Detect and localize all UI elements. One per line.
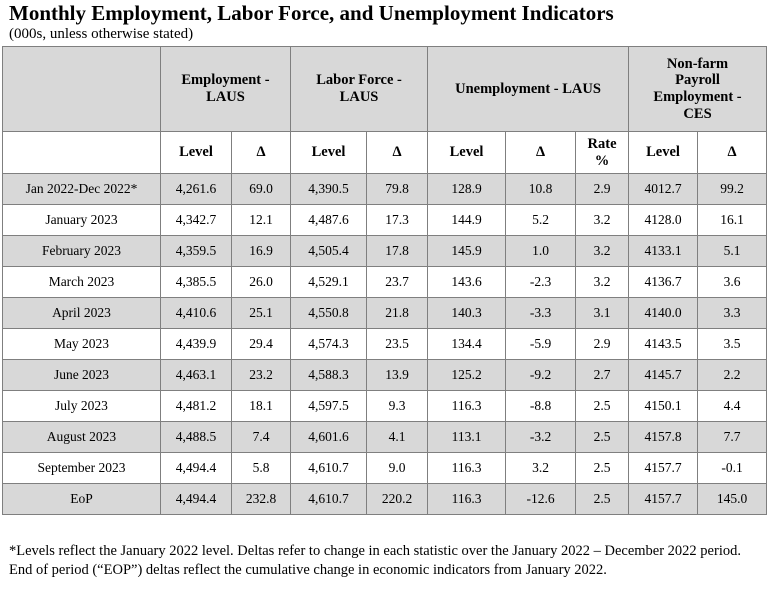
unemp-delta-cell: -12.6	[506, 484, 576, 515]
emp-level-cell: 4,261.6	[161, 174, 232, 205]
lf-level-cell: 4,610.7	[291, 484, 367, 515]
row-label: May 2023	[3, 329, 161, 360]
sub-header-blank	[3, 132, 161, 174]
lf-delta-cell: 4.1	[367, 422, 428, 453]
nf-delta-cell: 4.4	[698, 391, 767, 422]
rate-cell: 2.5	[576, 453, 629, 484]
emp-delta-cell: 7.4	[232, 422, 291, 453]
unemp-level-cell: 140.3	[428, 298, 506, 329]
unemp-delta-cell: -3.2	[506, 422, 576, 453]
row-label: January 2023	[3, 205, 161, 236]
rate-cell: 3.2	[576, 205, 629, 236]
emp-delta-cell: 16.9	[232, 236, 291, 267]
unemp-level-cell: 128.9	[428, 174, 506, 205]
emp-delta-cell: 232.8	[232, 484, 291, 515]
lf-delta-cell: 23.5	[367, 329, 428, 360]
sub-header-nf-delta: Δ	[698, 132, 767, 174]
group-header-employment: Employment - LAUS	[161, 47, 291, 132]
unemp-level-cell: 144.9	[428, 205, 506, 236]
emp-level-cell: 4,385.5	[161, 267, 232, 298]
table-row	[3, 329, 767, 360]
unemp-level-cell: 145.9	[428, 236, 506, 267]
nf-delta-cell: 3.3	[698, 298, 767, 329]
sub-header-emp-delta: Δ	[232, 132, 291, 174]
sub-header-unemp-level: Level	[428, 132, 506, 174]
sub-header-rate: Rate %	[576, 132, 629, 174]
rate-cell: 2.5	[576, 422, 629, 453]
rate-cell: 3.1	[576, 298, 629, 329]
sub-header-nf-level: Level	[629, 132, 698, 174]
table-row	[3, 360, 767, 391]
emp-delta-cell: 69.0	[232, 174, 291, 205]
lf-delta-cell: 13.9	[367, 360, 428, 391]
lf-delta-cell: 79.8	[367, 174, 428, 205]
row-label: March 2023	[3, 267, 161, 298]
page-title: Monthly Employment, Labor Force, and Unemployment Indicators	[9, 1, 614, 25]
row-label: July 2023	[3, 391, 161, 422]
emp-level-cell: 4,488.5	[161, 422, 232, 453]
unemp-delta-cell: 10.8	[506, 174, 576, 205]
unemp-delta-cell: -8.8	[506, 391, 576, 422]
lf-level-cell: 4,487.6	[291, 205, 367, 236]
nf-level-cell: 4157.8	[629, 422, 698, 453]
rate-cell: 3.2	[576, 267, 629, 298]
unemp-level-cell: 134.4	[428, 329, 506, 360]
unemp-delta-cell: -9.2	[506, 360, 576, 391]
sub-header-emp-level: Level	[161, 132, 232, 174]
emp-level-cell: 4,481.2	[161, 391, 232, 422]
nf-delta-cell: 3.6	[698, 267, 767, 298]
rate-cell: 2.9	[576, 329, 629, 360]
row-label: August 2023	[3, 422, 161, 453]
sub-header-unemp-delta: Δ	[506, 132, 576, 174]
unemp-level-cell: 113.1	[428, 422, 506, 453]
emp-level-cell: 4,463.1	[161, 360, 232, 391]
sub-header-row	[3, 132, 767, 174]
table-row	[3, 391, 767, 422]
table-body	[3, 174, 767, 515]
lf-delta-cell: 9.3	[367, 391, 428, 422]
emp-delta-cell: 12.1	[232, 205, 291, 236]
rate-cell: 2.9	[576, 174, 629, 205]
rate-cell: 2.5	[576, 391, 629, 422]
emp-level-cell: 4,494.4	[161, 484, 232, 515]
unemp-delta-cell: 3.2	[506, 453, 576, 484]
row-label: September 2023	[3, 453, 161, 484]
emp-delta-cell: 26.0	[232, 267, 291, 298]
emp-delta-cell: 18.1	[232, 391, 291, 422]
nf-level-cell: 4133.1	[629, 236, 698, 267]
lf-delta-cell: 21.8	[367, 298, 428, 329]
nf-delta-cell: -0.1	[698, 453, 767, 484]
row-label: April 2023	[3, 298, 161, 329]
unemp-level-cell: 116.3	[428, 484, 506, 515]
row-label: EoP	[3, 484, 161, 515]
nf-level-cell: 4128.0	[629, 205, 698, 236]
unemp-level-cell: 116.3	[428, 391, 506, 422]
lf-delta-cell: 9.0	[367, 453, 428, 484]
lf-delta-cell: 23.7	[367, 267, 428, 298]
emp-delta-cell: 29.4	[232, 329, 291, 360]
table-row	[3, 236, 767, 267]
unemp-delta-cell: 5.2	[506, 205, 576, 236]
unemp-delta-cell: -3.3	[506, 298, 576, 329]
emp-level-cell: 4,439.9	[161, 329, 232, 360]
nf-level-cell: 4157.7	[629, 484, 698, 515]
row-label: June 2023	[3, 360, 161, 391]
nf-delta-cell: 2.2	[698, 360, 767, 391]
lf-level-cell: 4,601.6	[291, 422, 367, 453]
lf-level-cell: 4,390.5	[291, 174, 367, 205]
table-row	[3, 267, 767, 298]
nf-delta-cell: 7.7	[698, 422, 767, 453]
unemp-delta-cell: -5.9	[506, 329, 576, 360]
group-header-unemployment: Unemployment - LAUS	[428, 47, 629, 132]
lf-level-cell: 4,574.3	[291, 329, 367, 360]
table-row	[3, 453, 767, 484]
table-row	[3, 484, 767, 515]
nf-delta-cell: 16.1	[698, 205, 767, 236]
group-header-row	[3, 47, 767, 132]
corner-cell	[3, 47, 161, 132]
lf-level-cell: 4,529.1	[291, 267, 367, 298]
lf-level-cell: 4,550.8	[291, 298, 367, 329]
group-header-nonfarm: Non-farm Payroll Employment - CES	[629, 47, 767, 132]
unemp-delta-cell: -2.3	[506, 267, 576, 298]
rate-cell: 3.2	[576, 236, 629, 267]
unemp-level-cell: 116.3	[428, 453, 506, 484]
emp-delta-cell: 23.2	[232, 360, 291, 391]
nf-level-cell: 4150.1	[629, 391, 698, 422]
nf-level-cell: 4157.7	[629, 453, 698, 484]
lf-delta-cell: 17.3	[367, 205, 428, 236]
table-row	[3, 422, 767, 453]
lf-level-cell: 4,610.7	[291, 453, 367, 484]
emp-delta-cell: 5.8	[232, 453, 291, 484]
emp-delta-cell: 25.1	[232, 298, 291, 329]
table-row	[3, 174, 767, 205]
sub-header-lf-delta: Δ	[367, 132, 428, 174]
lf-level-cell: 4,597.5	[291, 391, 367, 422]
emp-level-cell: 4,342.7	[161, 205, 232, 236]
lf-level-cell: 4,505.4	[291, 236, 367, 267]
nf-level-cell: 4136.7	[629, 267, 698, 298]
lf-level-cell: 4,588.3	[291, 360, 367, 391]
rate-cell: 2.5	[576, 484, 629, 515]
group-header-labor-force: Labor Force - LAUS	[291, 47, 428, 132]
nf-delta-cell: 99.2	[698, 174, 767, 205]
lf-delta-cell: 17.8	[367, 236, 428, 267]
rate-cell: 2.7	[576, 360, 629, 391]
unemp-delta-cell: 1.0	[506, 236, 576, 267]
table-row	[3, 205, 767, 236]
sub-header-lf-level: Level	[291, 132, 367, 174]
nf-level-cell: 4145.7	[629, 360, 698, 391]
page-subtitle: (000s, unless otherwise stated)	[9, 26, 194, 42]
nf-level-cell: 4140.0	[629, 298, 698, 329]
emp-level-cell: 4,494.4	[161, 453, 232, 484]
emp-level-cell: 4,359.5	[161, 236, 232, 267]
lf-delta-cell: 220.2	[367, 484, 428, 515]
unemp-level-cell: 125.2	[428, 360, 506, 391]
nf-level-cell: 4143.5	[629, 329, 698, 360]
emp-level-cell: 4,410.6	[161, 298, 232, 329]
table-row	[3, 298, 767, 329]
unemp-level-cell: 143.6	[428, 267, 506, 298]
nf-delta-cell: 5.1	[698, 236, 767, 267]
row-label: Jan 2022-Dec 2022*	[3, 174, 161, 205]
indicators-table	[2, 46, 767, 515]
nf-delta-cell: 145.0	[698, 484, 767, 515]
row-label: February 2023	[3, 236, 161, 267]
nf-delta-cell: 3.5	[698, 329, 767, 360]
footnote: *Levels reflect the January 2022 level. Deltas refer to change in each statistic over the January 2022 – December 2022 period. End of period (“EOP”) deltas reflect the cumulative change in economic indicators from January 2022.	[9, 543, 741, 578]
nf-level-cell: 4012.7	[629, 174, 698, 205]
